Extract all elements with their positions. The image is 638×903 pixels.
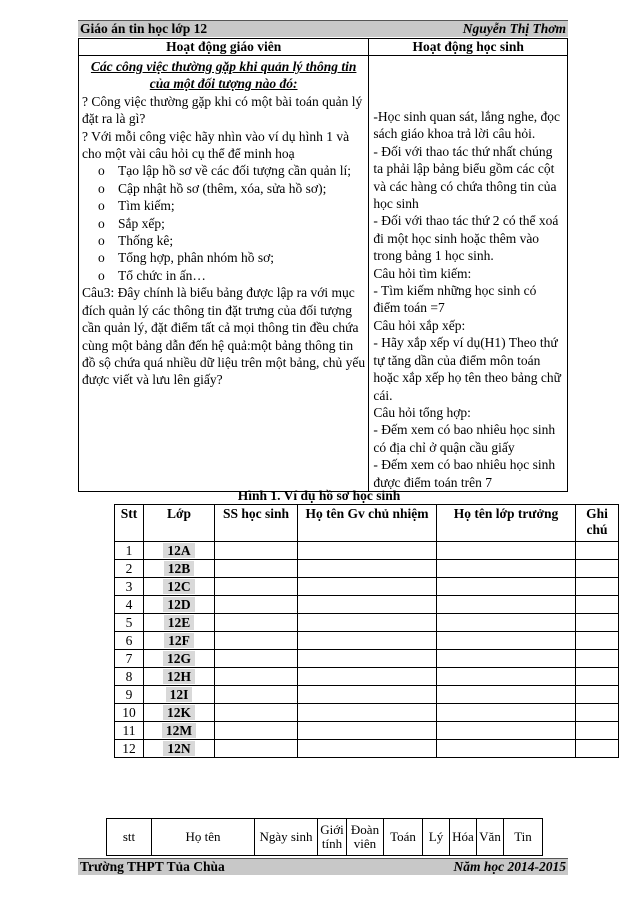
row-number: 8 — [115, 668, 144, 686]
record-table-header: Đoàn viên — [347, 819, 384, 856]
table-row — [115, 650, 619, 668]
empty-cell — [576, 542, 619, 560]
record-table-header: Văn — [477, 819, 504, 856]
empty-cell — [215, 650, 298, 668]
row-number: 4 — [115, 596, 144, 614]
task-item-text: Tìm kiếm; — [118, 198, 175, 214]
empty-cell — [576, 578, 619, 596]
empty-cell — [298, 632, 437, 650]
task-item-text: Tạo lập hồ sơ về các đối tượng cần quản lí; — [118, 163, 352, 179]
table-row — [115, 578, 619, 596]
empty-cell — [576, 650, 619, 668]
record-table-header: Tin — [504, 819, 543, 856]
row-number: 10 — [115, 704, 144, 722]
class-name: 12K — [163, 705, 195, 720]
task-item — [82, 249, 365, 266]
table-row — [115, 686, 619, 704]
record-table-header: Ngày sinh — [255, 819, 318, 856]
empty-cell — [215, 686, 298, 704]
empty-cell — [576, 722, 619, 740]
student-record-table — [106, 818, 543, 856]
class-name-cell — [144, 596, 215, 614]
task-item — [82, 267, 365, 284]
empty-cell — [576, 704, 619, 722]
bullet-icon: o — [98, 250, 105, 266]
student-activity-cell — [369, 56, 568, 492]
table-row — [115, 560, 619, 578]
page-footer — [78, 858, 568, 875]
class-name: 12E — [164, 615, 195, 630]
row-number: 1 — [115, 542, 144, 560]
class-name-cell — [144, 704, 215, 722]
empty-cell — [215, 740, 298, 758]
empty-cell — [298, 560, 437, 578]
empty-cell — [576, 668, 619, 686]
task-item-text: Thống kê; — [118, 233, 174, 249]
class-table-header: Họ tên lớp trưởng — [437, 505, 576, 542]
empty-cell — [437, 596, 576, 614]
teacher-activity-cell — [79, 56, 369, 492]
empty-cell — [437, 560, 576, 578]
record-table-header: Họ tên — [152, 819, 255, 856]
footer-school: Trường THPT Tủa Chùa — [80, 859, 225, 874]
class-name-cell — [144, 578, 215, 596]
question-2: ? Với mỗi công việc hãy nhìn vào ví dụ hình 1 và cho một vài câu hỏi cụ thể để minh hoạ — [82, 128, 350, 162]
empty-cell — [215, 668, 298, 686]
task-item — [82, 180, 365, 197]
bullet-icon: o — [98, 163, 105, 179]
student-answer-line: -Học sinh quan sát, lắng nghe, đọc sách giáo khoa trả lời câu hỏi. — [373, 109, 561, 142]
student-answer-line: - Đếm xem có bao nhiêu học sinh được điểm toán trên 7 — [373, 457, 556, 490]
empty-cell — [437, 632, 576, 650]
table-row — [115, 632, 619, 650]
footer-year: Năm học 2014-2015 — [453, 859, 566, 874]
empty-cell — [576, 596, 619, 614]
class-name: 12A — [163, 543, 194, 558]
student-answer-line: Câu hỏi tổng hợp: — [373, 404, 471, 420]
task-item-text: Sắp xếp; — [118, 215, 165, 231]
class-name: 12N — [163, 741, 194, 756]
row-number: 3 — [115, 578, 144, 596]
task-item-text: Cập nhật hồ sơ (thêm, xóa, sửa hồ sơ); — [118, 180, 327, 196]
lesson-table — [78, 38, 568, 492]
class-name-cell — [144, 614, 215, 632]
empty-cell — [298, 650, 437, 668]
class-table-header: Họ tên Gv chủ nhiệm — [298, 505, 437, 542]
empty-cell — [215, 542, 298, 560]
bullet-icon: o — [98, 233, 105, 249]
task-item-text: Tổng hợp, phân nhóm hồ sơ; — [118, 250, 275, 266]
row-number: 5 — [115, 614, 144, 632]
record-table-header: Hóa — [450, 819, 477, 856]
task-item-text: Tổ chức in ấn… — [118, 267, 206, 283]
class-table-header: Ghi chú — [576, 505, 619, 542]
empty-cell — [576, 740, 619, 758]
class-name-cell — [144, 542, 215, 560]
task-item — [82, 215, 365, 232]
empty-cell — [298, 722, 437, 740]
bullet-icon: o — [98, 267, 105, 283]
empty-cell — [215, 704, 298, 722]
empty-cell — [215, 614, 298, 632]
table-row — [115, 614, 619, 632]
empty-cell — [437, 686, 576, 704]
table-row — [115, 542, 619, 560]
class-name-cell — [144, 650, 215, 668]
row-number: 11 — [115, 722, 144, 740]
class-name-cell — [144, 668, 215, 686]
empty-cell — [298, 614, 437, 632]
student-answers — [373, 108, 565, 491]
class-table — [114, 504, 619, 758]
student-answer-line: - Tìm kiếm những học sinh có điểm toán =7 — [373, 283, 537, 316]
empty-cell — [437, 614, 576, 632]
page-header — [78, 20, 568, 37]
student-answer-line: - Đối với thao tác thứ nhất chúng ta phải lập bảng biểu gồm các cột và các hàng có chứa thông tin của học sinh — [373, 143, 557, 212]
empty-cell — [298, 578, 437, 596]
class-name-cell — [144, 686, 215, 704]
row-number: 12 — [115, 740, 144, 758]
empty-cell — [298, 740, 437, 758]
record-table-header: Lý — [423, 819, 450, 856]
empty-cell — [437, 740, 576, 758]
table-row — [115, 596, 619, 614]
empty-cell — [298, 668, 437, 686]
class-table-header: Stt — [115, 505, 144, 542]
section-heading: Các công việc thường gặp khi quản lý thông tin của một đối tượng nào đó: — [90, 59, 357, 92]
row-number: 7 — [115, 650, 144, 668]
empty-cell — [576, 686, 619, 704]
class-name: 12I — [166, 687, 193, 702]
empty-cell — [215, 560, 298, 578]
class-name: 12B — [164, 561, 195, 576]
header-title: Giáo án tin học lớp 12 — [80, 21, 208, 36]
student-answer-line: Câu hỏi xắp xếp: — [373, 317, 466, 333]
question-1: ? Công việc thường gặp khi có một bài toán quản lý đặt ra là gì? — [82, 93, 363, 127]
bullet-icon: o — [98, 180, 105, 196]
record-table-header: Giới tính — [318, 819, 347, 856]
empty-cell — [437, 542, 576, 560]
row-number: 6 — [115, 632, 144, 650]
empty-cell — [437, 722, 576, 740]
table-row — [115, 740, 619, 758]
bullet-icon: o — [98, 198, 105, 214]
class-name: 12H — [163, 669, 195, 684]
empty-cell — [576, 560, 619, 578]
empty-cell — [576, 632, 619, 650]
record-table-header: stt — [107, 819, 152, 856]
empty-cell — [437, 704, 576, 722]
class-name-cell — [144, 722, 215, 740]
empty-cell — [215, 722, 298, 740]
empty-cell — [215, 632, 298, 650]
empty-cell — [298, 686, 437, 704]
table-row — [115, 668, 619, 686]
class-name-cell — [144, 740, 215, 758]
class-table-header: SS học sinh — [215, 505, 298, 542]
student-answer-line: - Đếm xem có bao nhiêu học sinh có địa chỉ ở quận cầu giấy — [373, 422, 556, 455]
table-row — [115, 722, 619, 740]
class-name: 12F — [164, 633, 194, 648]
student-answer-line: - Hãy xắp xếp ví dụ(H1) Theo thứ tự tăng dần của điểm môn toán hoặc xắp xếp họ tên theo bảng chữ cái. — [373, 335, 561, 403]
empty-cell — [298, 704, 437, 722]
bullet-icon: o — [98, 215, 105, 231]
class-name: 12C — [163, 579, 194, 594]
empty-cell — [298, 596, 437, 614]
header-author: Nguyễn Thị Thơm — [462, 21, 566, 36]
student-answer-line: Câu hỏi tìm kiếm: — [373, 265, 472, 281]
class-name: 12D — [163, 597, 194, 612]
task-item — [82, 197, 365, 214]
class-name-cell — [144, 632, 215, 650]
empty-cell — [298, 542, 437, 560]
task-list — [82, 162, 365, 284]
task-item — [82, 162, 365, 179]
student-answer-line: - Đối với thao tác thứ 2 có thể xoá đi một học sinh hoặc thêm vào trong bảng 1 học sinh. — [373, 213, 559, 264]
col-student-header: Hoạt động học sinh — [369, 39, 568, 56]
class-name: 12G — [163, 651, 195, 666]
class-name: 12M — [162, 723, 196, 738]
class-name-cell — [144, 560, 215, 578]
empty-cell — [215, 596, 298, 614]
empty-cell — [437, 668, 576, 686]
col-teacher-header: Hoạt động giáo viên — [79, 39, 369, 56]
empty-cell — [576, 614, 619, 632]
empty-cell — [437, 578, 576, 596]
empty-cell — [215, 578, 298, 596]
row-number: 2 — [115, 560, 144, 578]
task-item — [82, 232, 365, 249]
empty-cell — [437, 650, 576, 668]
figure-caption: Hình 1. Ví dụ hồ sơ học sinh — [237, 488, 401, 503]
row-number: 9 — [115, 686, 144, 704]
table-row — [115, 704, 619, 722]
class-table-header: Lớp — [144, 505, 215, 542]
record-table-header: Toán — [384, 819, 423, 856]
question-3: Câu3: Đây chính là biểu bảng được lập ra với mục đích quản lý các thông tin đặt trưng của đối tượng cần quản lý, đặt điểm tất cả mọi thông tin đều chứa cùng một bảng dẫn đến hệ quả:một bảng thông tin đồ sộ chứa quá nhiều dữ liệu trên một bảng, chủ yếu được viết và lưu lên giấy? — [82, 285, 366, 388]
